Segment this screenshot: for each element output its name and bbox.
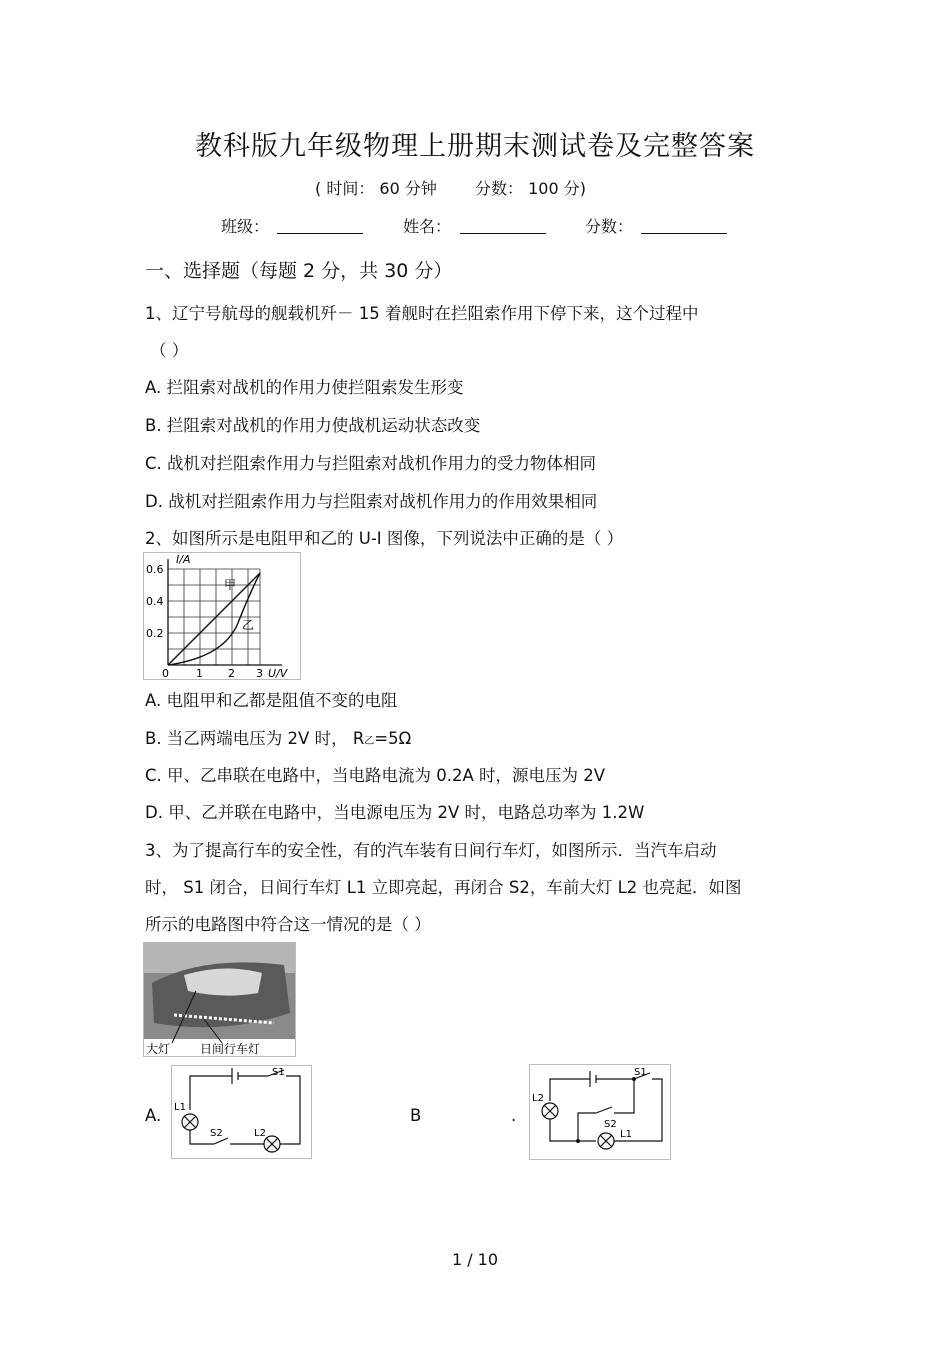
- q3-line2: 时， S1 闭合，日间行车灯 L1 立即亮起，再闭合 S2，车前大灯 L2 也亮起．如图: [145, 878, 742, 897]
- q2-option-c: C. 甲、乙串联在电路中，当电路电流为 0.2A 时，源电压为 2V: [145, 766, 606, 785]
- ytick-0.2: 0.2: [146, 627, 164, 640]
- circuit-a-s1: S1: [272, 1067, 285, 1078]
- q3-option-a: A.: [145, 1106, 162, 1125]
- q3-option-b-dot: .: [511, 1106, 517, 1125]
- score-blank: [641, 233, 727, 234]
- ytick-0.6: 0.6: [146, 563, 164, 576]
- circuit-b: [529, 1064, 671, 1160]
- xtick-1: 1: [196, 667, 203, 680]
- graph-xlabel: U/V: [268, 667, 288, 680]
- q2-option-b: [145, 725, 411, 749]
- circuit-b-l2: L2: [532, 1093, 544, 1104]
- photo-label-drl: 日间行车灯: [200, 1042, 261, 1056]
- q1-paren: （ ）: [150, 341, 189, 360]
- page-title: 教科版九年级物理上册期末测试卷及完整答案: [195, 131, 755, 162]
- car-photo: [143, 942, 296, 1057]
- q3-line1: 3、为了提高行车的安全性，有的汽车装有日间行车灯，如图所示．当汽车启动: [145, 841, 717, 860]
- q2-option-d: D. 甲、乙并联在电路中，当电源电压为 2V 时，电路总功率为 1.2W: [145, 803, 645, 822]
- q2-option-a: A. 电阻甲和乙都是阻值不变的电阻: [145, 691, 398, 710]
- graph-ylabel: I/A: [176, 553, 191, 566]
- q1-option-c: C. 战机对拦阻索作用力与拦阻索对战机作用力的受力物体相同: [145, 454, 597, 473]
- page-number: 1 / 10: [451, 1250, 499, 1269]
- circuit-a: [171, 1065, 312, 1159]
- q2-option-b-text: B. 当乙两端电压为 2V 时， R: [145, 729, 365, 748]
- circuit-a-l1: L1: [174, 1102, 186, 1113]
- q2-option-b-sub: 乙: [364, 736, 375, 747]
- circuit-b-s2: S2: [604, 1119, 617, 1130]
- photo-label-headlight: 大灯: [146, 1042, 171, 1056]
- circuit-b-l1: L1: [620, 1129, 632, 1140]
- q2-stem: 2、如图所示是电阻甲和乙的 U-I 图像，下列说法中正确的是（ ）: [145, 529, 624, 548]
- name-blank: [460, 233, 546, 234]
- xtick-3: 3: [256, 667, 263, 680]
- q1-option-b: B. 拦阻索对战机的作用力使战机运动状态改变: [145, 416, 481, 435]
- ui-graph: [143, 552, 301, 680]
- q3-line3: 所示的电路图中符合这一情况的是（ ）: [145, 915, 431, 934]
- xtick-0: 0: [162, 667, 169, 680]
- section-heading: 一、选择题（每题 2 分，共 30 分）: [145, 260, 453, 282]
- ytick-0.4: 0.4: [146, 595, 164, 608]
- circuit-a-l2: L2: [254, 1128, 266, 1139]
- class-label: 班级：: [221, 217, 270, 236]
- name-label: 姓名：: [403, 217, 452, 236]
- label-jia: 甲: [224, 578, 237, 592]
- q1-option-d: D. 战机对拦阻索作用力与拦阻索对战机作用力的作用效果相同: [145, 492, 598, 511]
- label-yi: 乙: [242, 618, 255, 632]
- circuit-b-s1: S1: [634, 1067, 647, 1078]
- q1-stem: 1、辽宁号航母的舰载机歼－ 15 着舰时在拦阻索作用下停下来，这个过程中: [145, 304, 699, 323]
- exam-time: ( 时间： 60 分钟: [315, 179, 437, 198]
- q1-option-a: A. 拦阻索对战机的作用力使拦阻索发生形变: [145, 378, 464, 397]
- score-label: 分数：: [585, 217, 634, 236]
- q2-option-b-tail: =5Ω: [374, 729, 412, 748]
- circuit-a-s2: S2: [210, 1128, 223, 1139]
- xtick-2: 2: [228, 667, 235, 680]
- q3-option-b: B: [410, 1106, 422, 1125]
- exam-score: 分数： 100 分): [475, 179, 586, 198]
- class-blank: [277, 233, 363, 234]
